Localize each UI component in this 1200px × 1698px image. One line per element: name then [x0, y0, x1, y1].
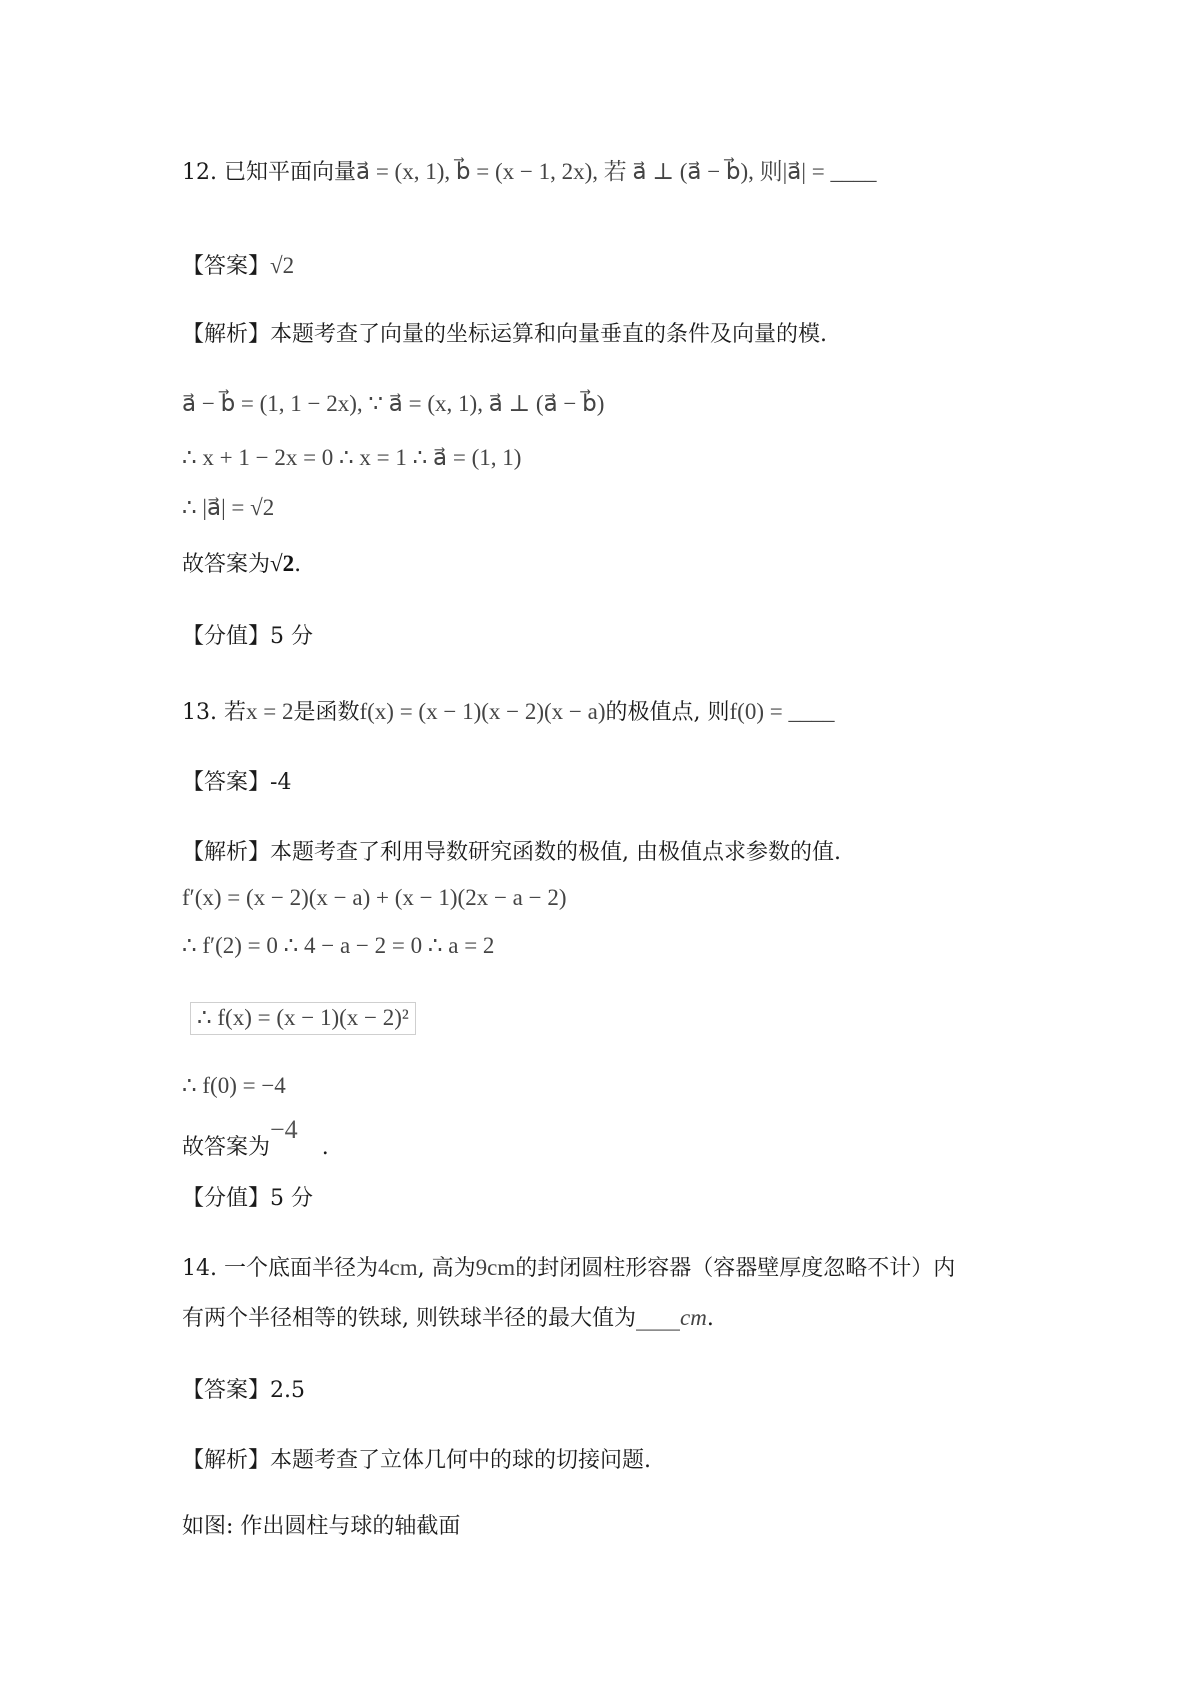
q13-score-value: 5 分: [270, 1186, 314, 1211]
q12-score: [182, 624, 313, 650]
q12-analysis-text: 本题考查了向量的坐标运算和向量垂直的条件及向量的模.: [270, 322, 828, 347]
score-label: 【分值】: [182, 1186, 271, 1211]
q14-question-blank: ____: [636, 1306, 680, 1331]
q12-step-1: a⃗ − b⃗ = (1, 1 − 2x), ∵ a⃗ = (x, 1), a⃗ ⊥ (a⃗ − b⃗): [182, 391, 605, 416]
q13-conclusion-value: −4: [270, 1115, 298, 1144]
analysis-label: 【解析】: [182, 1448, 271, 1473]
q12-score-value: 5 分: [270, 624, 314, 649]
q14-question-mid: , 高为: [417, 1256, 476, 1281]
q13-conclusion-end: .: [321, 1135, 329, 1160]
q13-score: [182, 1186, 313, 1212]
q12-conclusion-end: .: [294, 552, 302, 577]
q12-conclusion-text: 故答案为: [182, 552, 271, 577]
q12-answer: [182, 252, 294, 280]
q13-analysis-text: 本题考查了利用导数研究函数的极值, 由极值点求参数的值.: [270, 840, 841, 865]
q12-step-2: ∴ x + 1 − 2x = 0 ∴ x = 1 ∴ a⃗ = (1, 1): [182, 445, 522, 470]
q13-question: [182, 698, 834, 726]
answer-label: 【答案】: [182, 770, 271, 795]
q14-question-end: .: [706, 1306, 714, 1331]
q14-figure-note: 如图: 作出圆柱与球的轴截面: [182, 1514, 461, 1539]
q14-question-text: 有两个半径相等的铁球, 则铁球半径的最大值为: [182, 1306, 636, 1331]
q12-step-3: ∴ |a⃗| = √2: [182, 495, 275, 520]
q14-analysis: [182, 1448, 651, 1474]
q14-question-rest: 的封闭圆柱形容器（容器壁厚度忽略不计）内: [515, 1256, 956, 1281]
score-label: 【分值】: [182, 624, 271, 649]
q13-question-math1: x = 2: [245, 699, 294, 724]
q13-conclusion-text: 故答案为: [182, 1135, 271, 1160]
q12-question-prefix: 12. 已知平面向量: [182, 160, 356, 185]
q13-step-4: ∴ f(0) = −4: [182, 1073, 286, 1098]
q13-step-1: f′(x) = (x − 2)(x − a) + (x − 1)(2x − a − 2): [182, 885, 567, 910]
q13-question-math3: f(0) = ____: [729, 699, 835, 724]
q13-answer-value: -4: [270, 770, 292, 795]
q14-question-line1: [182, 1254, 955, 1282]
q14-question-math2: 9cm: [475, 1255, 516, 1280]
q13-step-3: ∴ f(x) = (x − 1)(x − 2)²: [190, 1002, 416, 1035]
q13-question-mid2: 的极值点, 则: [605, 700, 730, 725]
q14-question-prefix: 14. 一个底面半径为: [182, 1256, 378, 1281]
q14-answer-value: 2.5: [270, 1378, 306, 1403]
analysis-label: 【解析】: [182, 840, 271, 865]
q12-analysis: [182, 322, 827, 348]
q12-question: [182, 158, 876, 186]
q12-question-math: a⃗ = (x, 1), b⃗ = (x − 1, 2x), 若 a⃗ ⊥ (a⃗ − b⃗), 则|a⃗| = ____: [355, 159, 877, 184]
q14-question-unit: cm: [680, 1305, 707, 1330]
q14-question-math1: 4cm: [377, 1255, 418, 1280]
q13-conclusion: [182, 1115, 329, 1161]
q13-step-2: ∴ f′(2) = 0 ∴ 4 − a − 2 = 0 ∴ a = 2: [182, 933, 495, 958]
answer-label: 【答案】: [182, 1378, 271, 1403]
q12-answer-value: √2: [270, 253, 295, 278]
q14-question-line2: [182, 1304, 714, 1332]
q14-analysis-text: 本题考查了立体几何中的球的切接问题.: [270, 1448, 652, 1473]
q13-answer: [182, 770, 291, 796]
q12-conclusion: [182, 550, 301, 578]
q13-analysis: [182, 840, 841, 866]
q14-answer: [182, 1378, 305, 1404]
q13-question-math2: f(x) = (x − 1)(x − 2)(x − a): [359, 699, 606, 724]
analysis-label: 【解析】: [182, 322, 271, 347]
answer-label: 【答案】: [182, 254, 271, 279]
q13-question-prefix: 13. 若: [182, 700, 246, 725]
q13-question-mid: 是函数: [293, 700, 360, 725]
q12-conclusion-value: √2: [270, 551, 295, 576]
